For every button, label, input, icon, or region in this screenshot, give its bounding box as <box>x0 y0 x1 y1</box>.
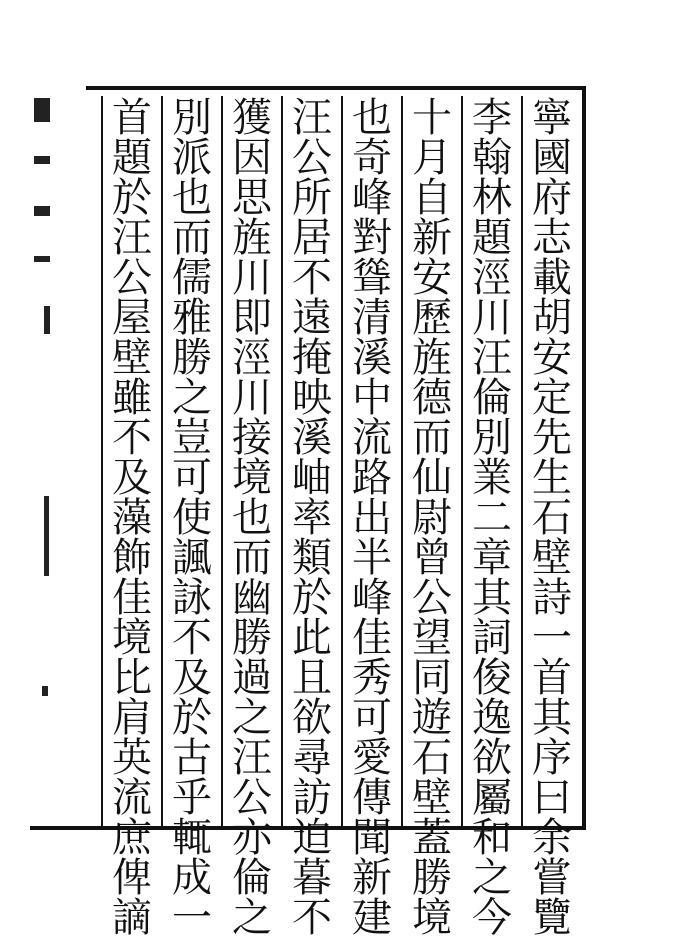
glyph: 欲 <box>292 695 332 741</box>
glyph: 也 <box>352 95 392 141</box>
glyph: 遊 <box>412 695 452 741</box>
glyph: 石 <box>412 735 452 781</box>
glyph: 此 <box>292 615 332 661</box>
glyph: 曰 <box>532 775 572 821</box>
glyph: 林 <box>472 175 512 221</box>
glyph: 尋 <box>292 735 332 781</box>
glyph: 涇 <box>232 335 272 381</box>
glyph: 壁 <box>532 535 572 581</box>
glyph: 迫 <box>292 815 332 861</box>
glyph: 也 <box>172 175 212 221</box>
glyph: 而 <box>412 415 452 461</box>
glyph: 章 <box>472 535 512 581</box>
glyph: 之 <box>472 855 512 901</box>
glyph: 汪 <box>112 215 152 261</box>
glyph: 而 <box>232 535 272 581</box>
edge-fragment <box>44 496 49 576</box>
glyph: 川 <box>232 255 272 301</box>
glyph: 今 <box>472 895 512 941</box>
text-column <box>463 95 521 941</box>
glyph: 國 <box>532 135 572 181</box>
glyph: 派 <box>172 135 212 181</box>
edge-fragment <box>42 686 48 696</box>
glyph: 石 <box>532 495 572 541</box>
glyph: 率 <box>292 495 332 541</box>
glyph: 新 <box>412 215 452 261</box>
glyph: 其 <box>472 575 512 621</box>
glyph: 暮 <box>292 855 332 901</box>
glyph: 半 <box>352 535 392 581</box>
glyph: 路 <box>352 455 392 501</box>
glyph: 類 <box>292 535 332 581</box>
glyph: 及 <box>112 455 152 501</box>
glyph: 出 <box>352 495 392 541</box>
glyph: 儒 <box>172 255 212 301</box>
glyph: 題 <box>472 215 512 261</box>
text-column <box>163 95 221 941</box>
glyph: 公 <box>112 255 152 301</box>
glyph: 遠 <box>292 295 332 341</box>
glyph: 謫 <box>112 895 152 941</box>
glyph: 蓋 <box>412 815 452 861</box>
glyph: 翰 <box>472 135 512 181</box>
glyph: 輒 <box>172 815 212 861</box>
glyph: 川 <box>232 375 272 421</box>
glyph: 成 <box>172 855 212 901</box>
glyph: 傳 <box>352 775 392 821</box>
edge-fragment <box>34 98 50 122</box>
glyph: 聞 <box>352 815 392 861</box>
glyph: 仙 <box>412 455 452 501</box>
glyph: 詞 <box>472 615 512 661</box>
glyph: 所 <box>292 175 332 221</box>
glyph: 公 <box>412 575 452 621</box>
glyph: 胡 <box>532 295 572 341</box>
glyph: 先 <box>532 415 572 461</box>
glyph: 境 <box>232 455 272 501</box>
glyph: 佳 <box>352 615 392 661</box>
glyph: 二 <box>472 495 512 541</box>
glyph: 新 <box>352 855 392 901</box>
glyph: 安 <box>412 255 452 301</box>
glyph: 尉 <box>412 495 452 541</box>
glyph: 可 <box>352 695 392 741</box>
glyph: 也 <box>232 495 272 541</box>
glyph: 使 <box>172 495 212 541</box>
glyph: 之 <box>232 695 272 741</box>
glyph: 生 <box>532 455 572 501</box>
glyph: 寧 <box>532 95 572 141</box>
glyph: 獲 <box>232 95 272 141</box>
glyph: 壁 <box>412 775 452 821</box>
glyph: 倫 <box>472 375 512 421</box>
glyph: 安 <box>532 335 572 381</box>
glyph: 望 <box>412 615 452 661</box>
glyph: 汪 <box>292 95 332 141</box>
glyph: 不 <box>112 415 152 461</box>
glyph: 涇 <box>472 255 512 301</box>
glyph: 逸 <box>472 695 512 741</box>
glyph: 古 <box>172 735 212 781</box>
glyph: 思 <box>232 175 272 221</box>
glyph: 一 <box>532 615 572 661</box>
glyph: 接 <box>232 415 272 461</box>
glyph: 序 <box>532 735 572 781</box>
glyph: 溪 <box>292 415 332 461</box>
glyph: 自 <box>412 175 452 221</box>
glyph: 庶 <box>112 815 152 861</box>
glyph: 俊 <box>472 655 512 701</box>
glyph: 因 <box>232 135 272 181</box>
glyph: 十 <box>412 95 452 141</box>
text-column <box>283 95 341 941</box>
glyph: 流 <box>112 775 152 821</box>
glyph: 清 <box>352 295 392 341</box>
glyph: 和 <box>472 815 512 861</box>
glyph: 勝 <box>412 855 452 901</box>
glyph: 首 <box>532 655 572 701</box>
glyph: 中 <box>352 375 392 421</box>
glyph: 川 <box>472 295 512 341</box>
glyph: 可 <box>172 455 212 501</box>
glyph: 溪 <box>352 335 392 381</box>
glyph: 府 <box>532 175 572 221</box>
glyph: 乎 <box>172 775 212 821</box>
glyph: 俾 <box>112 855 152 901</box>
glyph: 勝 <box>232 615 272 661</box>
glyph: 愛 <box>352 735 392 781</box>
glyph: 歷 <box>412 295 452 341</box>
glyph: 藻 <box>112 495 152 541</box>
glyph: 詩 <box>532 575 572 621</box>
glyph: 業 <box>472 455 512 501</box>
glyph: 旌 <box>232 215 272 261</box>
glyph: 載 <box>532 255 572 301</box>
glyph: 德 <box>412 375 452 421</box>
glyph: 月 <box>412 135 452 181</box>
adjacent-page-edge <box>30 96 86 830</box>
glyph: 公 <box>232 775 272 821</box>
glyph: 而 <box>172 215 212 261</box>
glyph: 覽 <box>532 895 572 941</box>
glyph: 倫 <box>232 855 272 901</box>
glyph: 李 <box>472 95 512 141</box>
glyph: 境 <box>412 895 452 941</box>
edge-fragment <box>34 206 50 216</box>
glyph: 定 <box>532 375 572 421</box>
glyph: 於 <box>292 575 332 621</box>
glyph: 亦 <box>232 815 272 861</box>
glyph: 奇 <box>352 135 392 181</box>
glyph: 汪 <box>472 335 512 381</box>
glyph: 屬 <box>472 775 512 821</box>
glyph: 曾 <box>412 535 452 581</box>
glyph: 及 <box>172 655 212 701</box>
glyph: 流 <box>352 415 392 461</box>
glyph: 之 <box>232 895 272 941</box>
glyph: 掩 <box>292 335 332 381</box>
glyph: 不 <box>172 615 212 661</box>
glyph: 聳 <box>352 255 392 301</box>
glyph: 於 <box>172 695 212 741</box>
glyph: 壁 <box>112 335 152 381</box>
glyph: 飾 <box>112 535 152 581</box>
glyph: 一 <box>172 895 212 941</box>
glyph: 雖 <box>112 375 152 421</box>
glyph: 別 <box>172 95 212 141</box>
glyph: 比 <box>112 655 152 701</box>
glyph: 豈 <box>172 415 212 461</box>
glyph: 且 <box>292 655 332 701</box>
glyph: 過 <box>232 655 272 701</box>
glyph: 訪 <box>292 775 332 821</box>
glyph: 對 <box>352 215 392 261</box>
edge-fragment <box>34 156 50 164</box>
edge-fragment <box>44 306 50 334</box>
glyph: 首 <box>112 95 152 141</box>
glyph: 其 <box>532 695 572 741</box>
glyph: 雅 <box>172 295 212 341</box>
glyph: 志 <box>532 215 572 261</box>
glyph: 嘗 <box>532 855 572 901</box>
glyph: 同 <box>412 655 452 701</box>
glyph: 之 <box>172 375 212 421</box>
text-column <box>343 95 401 941</box>
glyph: 欲 <box>472 735 512 781</box>
glyph: 肩 <box>112 695 152 741</box>
text-column <box>403 95 461 941</box>
glyph: 題 <box>112 135 152 181</box>
glyph: 峰 <box>352 175 392 221</box>
glyph: 峰 <box>352 575 392 621</box>
glyph: 秀 <box>352 655 392 701</box>
glyph: 幽 <box>232 575 272 621</box>
edge-fragment <box>34 256 50 262</box>
glyph: 境 <box>112 615 152 661</box>
glyph: 詠 <box>172 575 212 621</box>
glyph: 建 <box>352 895 392 941</box>
glyph: 不 <box>292 255 332 301</box>
glyph: 旌 <box>412 335 452 381</box>
glyph: 於 <box>112 175 152 221</box>
text-column <box>103 95 161 941</box>
glyph: 諷 <box>172 535 212 581</box>
glyph: 岫 <box>292 455 332 501</box>
glyph: 不 <box>292 895 332 941</box>
glyph: 別 <box>472 415 512 461</box>
glyph: 佳 <box>112 575 152 621</box>
glyph: 勝 <box>172 335 212 381</box>
text-column <box>523 95 581 941</box>
text-column <box>223 95 281 941</box>
glyph: 居 <box>292 215 332 261</box>
glyph: 映 <box>292 375 332 421</box>
glyph: 即 <box>232 295 272 341</box>
glyph: 屋 <box>112 295 152 341</box>
glyph: 汪 <box>232 735 272 781</box>
glyph: 余 <box>532 815 572 861</box>
glyph: 公 <box>292 135 332 181</box>
glyph: 英 <box>112 735 152 781</box>
